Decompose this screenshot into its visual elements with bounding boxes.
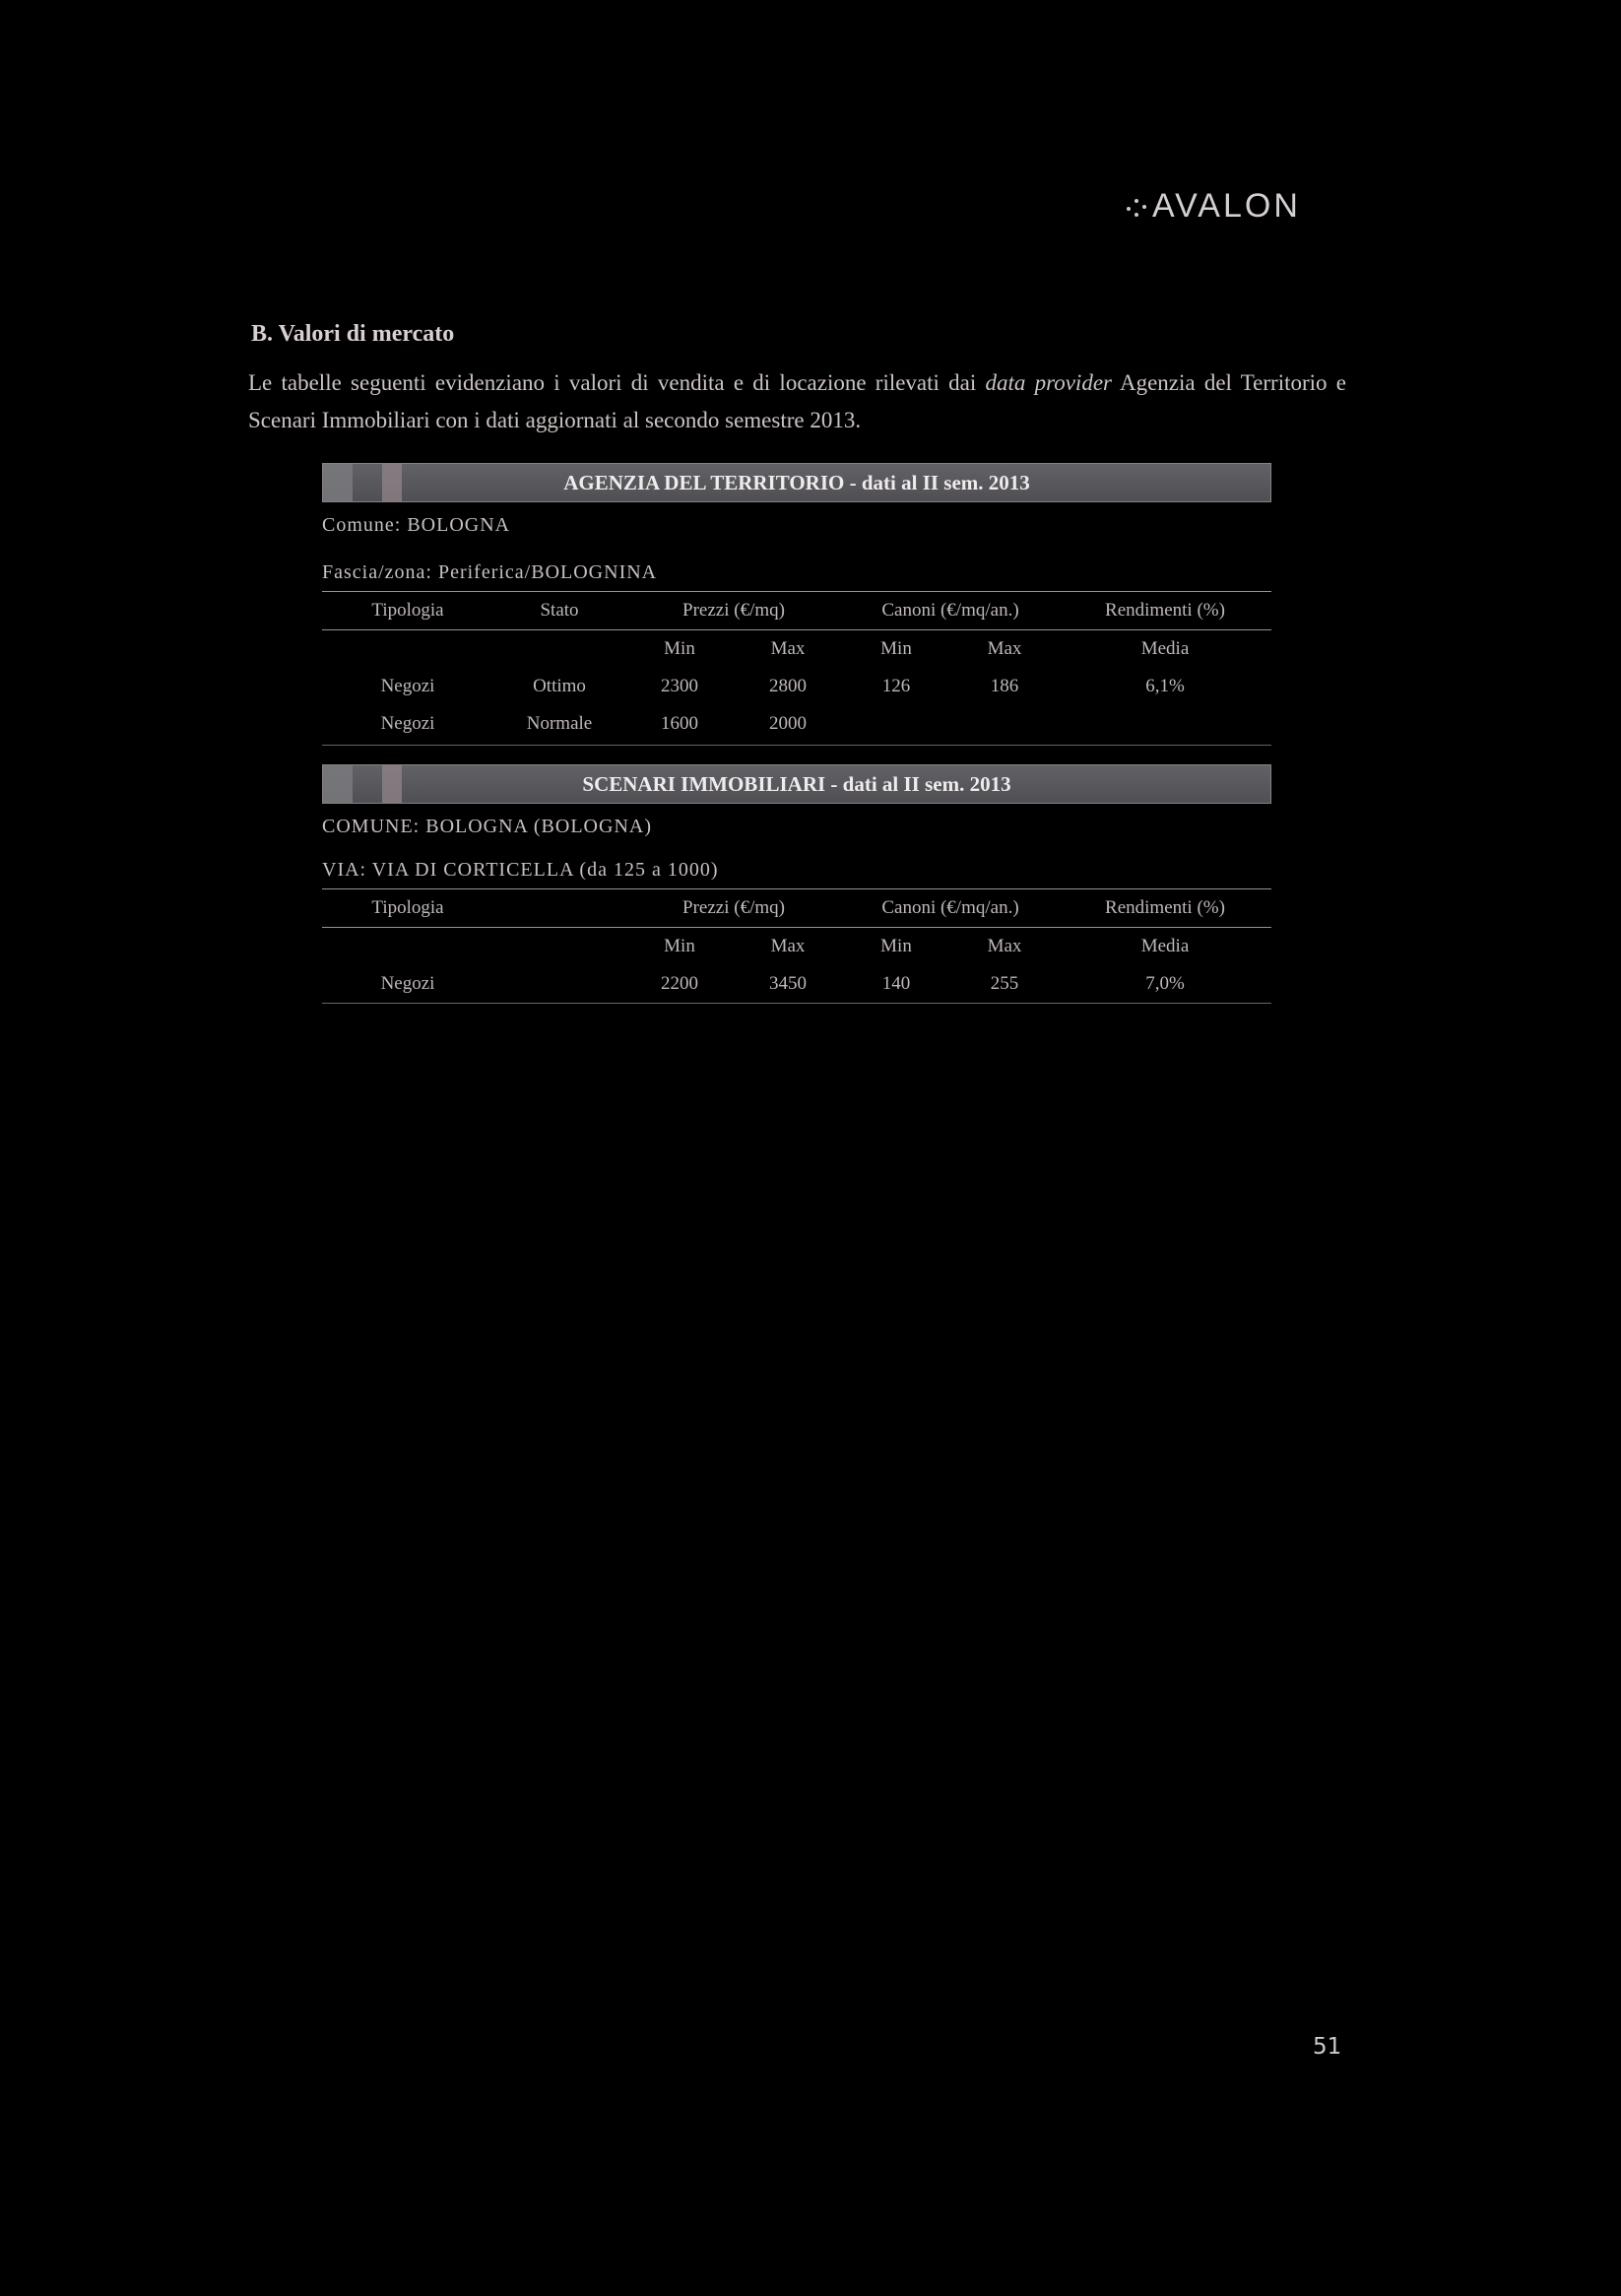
agenzia-fascia: Fascia/zona: Periferica/BOLOGNINA [322, 561, 658, 583]
table-row: Negozi Ottimo 2300 2800 126 186 6,1% [380, 676, 1185, 696]
avalon-logo-icon [1123, 193, 1150, 223]
agenzia-banner: AGENZIA DEL TERRITORIO - dati al II sem. 2013 [322, 463, 1271, 502]
table-row: Negozi Normale 1600 2000 [380, 713, 807, 734]
scenari-via: VIA: VIA DI CORTICELLA (da 125 a 1000) [322, 859, 719, 881]
avalon-logo [1123, 187, 1301, 226]
scenari-header-row: Tipologia Prezzi (€/mq) Canoni (€/mq/an.) Rendimenti (%) [371, 897, 1225, 918]
table-row: Negozi 2200 3450 140 255 7,0% [380, 973, 1185, 994]
scenari-banner: SCENARI IMMOBILIARI - dati al II sem. 2013 [322, 764, 1271, 804]
page-number: 51 [1313, 2034, 1342, 2060]
agenzia-header-row: Tipologia Stato Prezzi (€/mq) Canoni (€/mq/an.) Rendimenti (%) [371, 600, 1225, 621]
agenzia-table [322, 463, 1271, 746]
agenzia-subheader-row: Min Max Min Max Media [664, 638, 1190, 659]
intro-italic: data provider [985, 370, 1112, 395]
section-title: B. Valori di mercato [251, 321, 455, 347]
scenari-subheader-row: Min Max Min Max Media [664, 936, 1190, 956]
scenari-table [322, 764, 1271, 1004]
logo-text: AVALON [1152, 187, 1301, 225]
agenzia-comune: Comune: BOLOGNA [322, 514, 511, 536]
scenari-comune: COMUNE: BOLOGNA (BOLOGNA) [322, 816, 652, 837]
intro-paragraph: Le tabelle seguenti evidenziano i valori di vendita e di locazione rilevati dai data provider Agenzia del Territorio e Scenari Immobiliari con i dati aggiornati al secondo semestre 2013. [248, 370, 1346, 432]
